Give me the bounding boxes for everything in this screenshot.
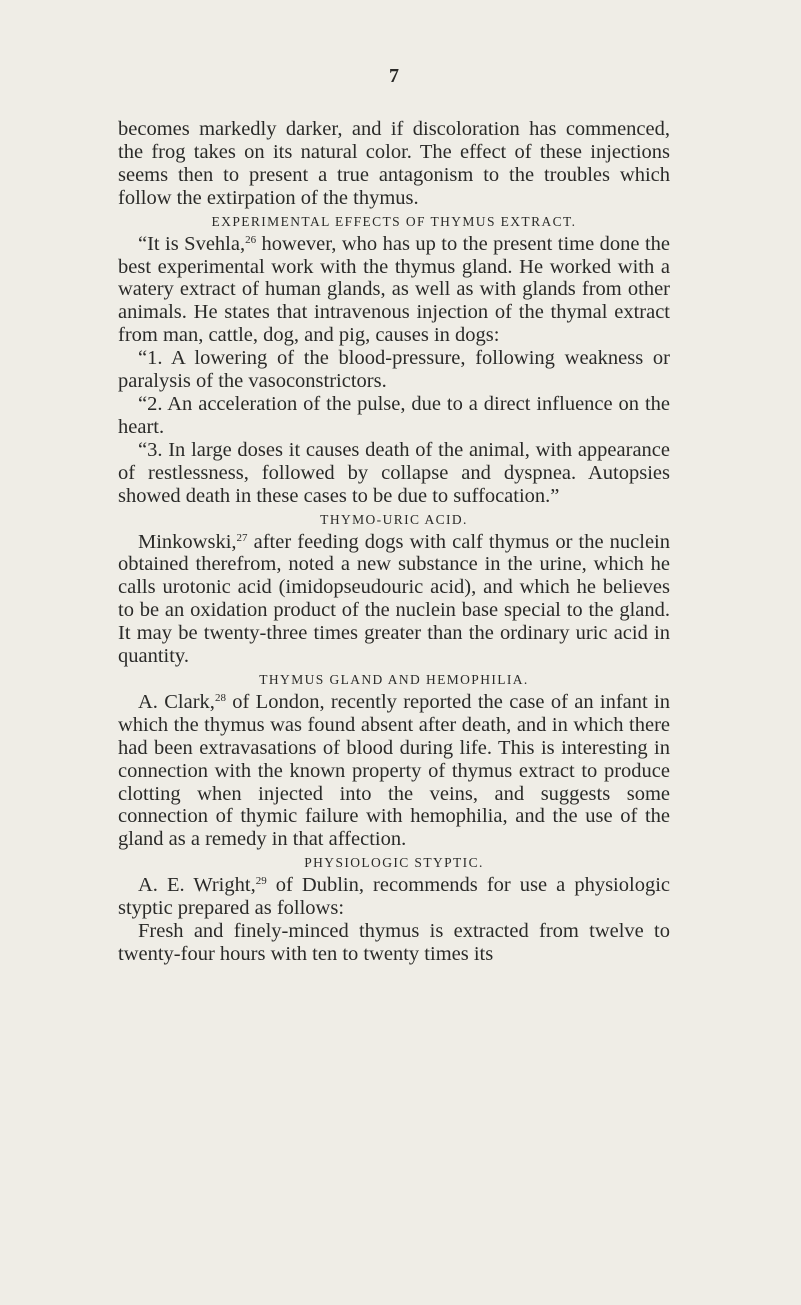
paragraph-svehla [118,233,670,348]
section-heading-thymus-extract: EXPERIMENTAL EFFECTS OF THYMUS EXTRACT. [211,213,577,229]
page-number: 7 [389,65,399,87]
paragraph-svehla-body: however, who has up to the present time done the best experimental work with the thymus gland. He worked with a watery extract of human glands, as well as with glands from other animals. He states that intravenous injection of the thymal extract from man, cattle, dog, and pig, causes in dogs: [118,232,670,347]
footnote-ref-26: 26 [245,233,257,246]
paragraph-preparation: Fresh and finely-minced thymus is extracted from twelve to twenty-four hours with ten to twenty times its [118,920,670,965]
paragraph-wright-lead: A. E. Wright, [138,874,256,897]
section-heading-styptic: PHYSIOLOGIC STYPTIC. [304,855,484,871]
footnote-ref-29: 29 [255,875,267,888]
paragraph-wright-body: of Dublin, recommends for use a physiologic styptic prepared as follows: [118,874,670,920]
list-item-2: “2. An acceleration of the pulse, due to a direct influence on the heart. [118,392,670,438]
footnote-ref-27: 27 [236,531,248,544]
paragraph-minkowski-lead: Minkowski, [138,530,237,553]
paragraph-minkowski [118,531,670,668]
section-heading-hemophilia: THYMUS GLAND AND HEMOPHILIA. [259,671,529,687]
book-page [118,60,670,966]
paragraph-clark-lead: A. Clark, [138,690,215,713]
paragraph-clark [118,691,670,851]
paragraph-svehla-lead: “It is Svehla, [138,232,246,255]
paragraph-wright [118,874,670,920]
page-bottom-margin [0,1240,801,1305]
section-heading-thymo-uric: THYMO-URIC ACID. [320,511,468,527]
list-item-3: “3. In large doses it causes death of the animal, with appearance of restlessness, followed by collapse and dyspnea. Autopsies showed death in these cases to be due to suffocation.” [118,438,670,507]
paragraph-discoloration: becomes markedly darker, and if discoloration has commenced, the frog takes on its natural color. The effect of these injections seems then to present a true antagonism to the troubles which follow the extirpation of the thymus. [118,118,670,209]
list-item-1: “1. A lowering of the blood-pressure, following weakness or paralysis of the vasoconstrictors. [118,347,670,393]
paragraph-clark-body: of London, recently reported the case of an infant in which the thymus was found absent after death, and in which there had been extravasations of blood during life. This is interesting in connection with the known property of thymus extract to produce clotting when injected into the veins, and suggests some connection of thymic failure with hemophilia, and the use of the gland as a remedy in that affection. [118,690,670,851]
footnote-ref-28: 28 [214,691,226,704]
paragraph-minkowski-body: after feeding dogs with calf thymus or the nuclein obtained therefrom, noted a new substance in the urine, which he calls urotonic acid (imidopseudouric acid), and which he believes to be an oxidation product of the nuclein base special to the gland. It may be twenty-three times greater than the ordinary uric acid in quantity. [118,530,670,668]
